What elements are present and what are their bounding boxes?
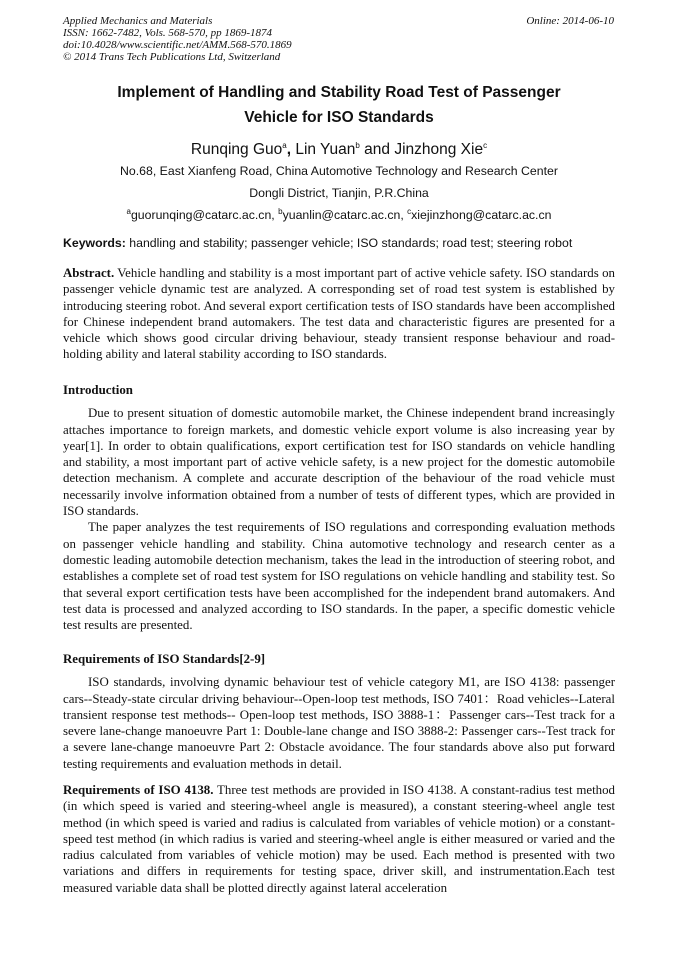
- abstract-text: Vehicle handling and stability is a most important part of active vehicle safety. ISO standards on passenger vehicle dynamic test are analyzed. A corresponding set of road test system is established by introducing steering robot. And several export certification tests of ISO standards have been accomplished for Chinese independent brand automakers. The test data and characteristic figures are presented for a vehicle which shows good circular driving behaviour, steady transient response behaviour and road-holding ability and lateral stability according to ISO standards.: [63, 266, 615, 362]
- email[interactable]: xiejinzhong@catarc.ac.cn: [411, 208, 552, 223]
- paper-title: [0, 80, 678, 130]
- subsection-label: Requirements of ISO 4138.: [63, 783, 214, 797]
- requirements-section: [63, 651, 615, 772]
- paragraph: Due to present situation of domestic automobile market, the Chinese independent brand increasingly attaches importance to foreign markets, and domestic vehicle export volume is also increasing year by year[1]. In order to obtain qualifications, export certification test for ISO standards on vehicle handling and stability, a most important part of active vehicle safety, is a new project for the domestic automobile detection mechanism. A complete and accurate description of the behaviour of the road vehicle must necessarily involve information obtained from a number of tests of different types, which are provided in ISO standards.: [63, 406, 615, 519]
- iso4138-section: [63, 782, 615, 896]
- abstract: [63, 265, 615, 363]
- email-sup: c: [407, 207, 412, 216]
- author-sep: ,: [286, 141, 296, 159]
- email-sup: b: [278, 207, 283, 216]
- keywords-text: handling and stability; passenger vehicle; ISO standards; road test; steering robot: [125, 236, 573, 250]
- journal-name: Applied Mechanics and Materials: [63, 15, 213, 27]
- email[interactable]: yuanlin@catarc.ac.cn,: [282, 208, 408, 223]
- emails: [0, 207, 678, 222]
- paper-title-text: Implement of Handling and Stability Road Test of Passenger Vehicle for ISO Standards: [117, 84, 561, 126]
- keywords: [63, 236, 572, 250]
- abstract-label: Abstract.: [63, 266, 115, 280]
- author-name: Jinzhong Xie: [394, 141, 484, 159]
- section-heading: Introduction: [63, 383, 133, 397]
- author-name: Runqing Guo: [190, 141, 283, 159]
- email-sup: a: [126, 207, 131, 216]
- journal-header: [63, 15, 292, 63]
- email[interactable]: guorunqing@catarc.ac.cn,: [130, 208, 279, 223]
- author-sup: c: [483, 141, 488, 150]
- doi: doi:10.4028/www.scientific.net/AMM.568-570.1869: [63, 39, 292, 51]
- paragraph: Three test methods are provided in ISO 4138. A constant-radius test method (in which speed is varied and steering-wheel angle is measured), a constant steering-wheel angle test method (in which speed is varied and radius is calculated from variables of vehicle motion) or a constant-speed test method (in which radius is varied and steering-wheel angle is either measured or varied and the radius calculated from variables of vehicle motion) may be used. Each method is presented with two variations and differs in requirements for testing space, driver skill, and instrumentation.Each test measured variable data shall be plotted directly against lateral acceleration: [63, 783, 615, 895]
- copyright: © 2014 Trans Tech Publications Ltd, Switzerland: [63, 51, 281, 63]
- author-sep: and: [359, 141, 395, 159]
- author-sup: a: [282, 141, 287, 150]
- affiliation-line: Dongli District, Tianjin, P.R.China: [249, 186, 429, 200]
- online-date: Online: 2014-06-10: [526, 15, 614, 27]
- authors: [0, 141, 678, 159]
- author-sup: b: [355, 141, 360, 150]
- paragraph: The paper analyzes the test requirements of ISO regulations and corresponding evaluation methods on passenger vehicle handling and stability. China automotive technology and research center as a domestic leading automobile detection mechanism, takes the lead in the introduction of steering robot, and establishes a complete set of road test system for ISO regulations on vehicle handling and stability test. So that several export certification tests have been accomplished for the independent brand automakers. And test data is processed and analyzed according to ISO standards. In the paper, a specific domestic vehicle test results are presented.: [63, 520, 615, 633]
- introduction-section: [63, 382, 615, 633]
- author-name: Lin Yuan: [295, 141, 356, 159]
- keywords-label: Keywords:: [63, 236, 126, 250]
- affiliation-line: No.68, East Xianfeng Road, China Automotive Technology and Research Center: [120, 164, 558, 178]
- issn: ISSN: 1662-7482, Vols. 568-570, pp 1869-1874: [63, 27, 272, 39]
- section-heading: Requirements of ISO Standards[2-9]: [63, 652, 266, 666]
- paragraph: ISO standards, involving dynamic behaviour test of vehicle category M1, are ISO 4138: passenger cars--Steady-state circular driving behaviour--Open-loop test methods, ISO 7401：Road vehicles--Lateral transient response test methods-- Open-loop test methods, ISO 3888-1：Passenger cars--Test track for a severe lane-change manoeuvre Part 1: Double-lane change and ISO 3888-2: Passenger cars--Test track for a severe lane-change manoeuvre Part 2: Obstacle avoidance. The four standards above also put forward testing requirements and evaluation methods in detail.: [63, 675, 615, 771]
